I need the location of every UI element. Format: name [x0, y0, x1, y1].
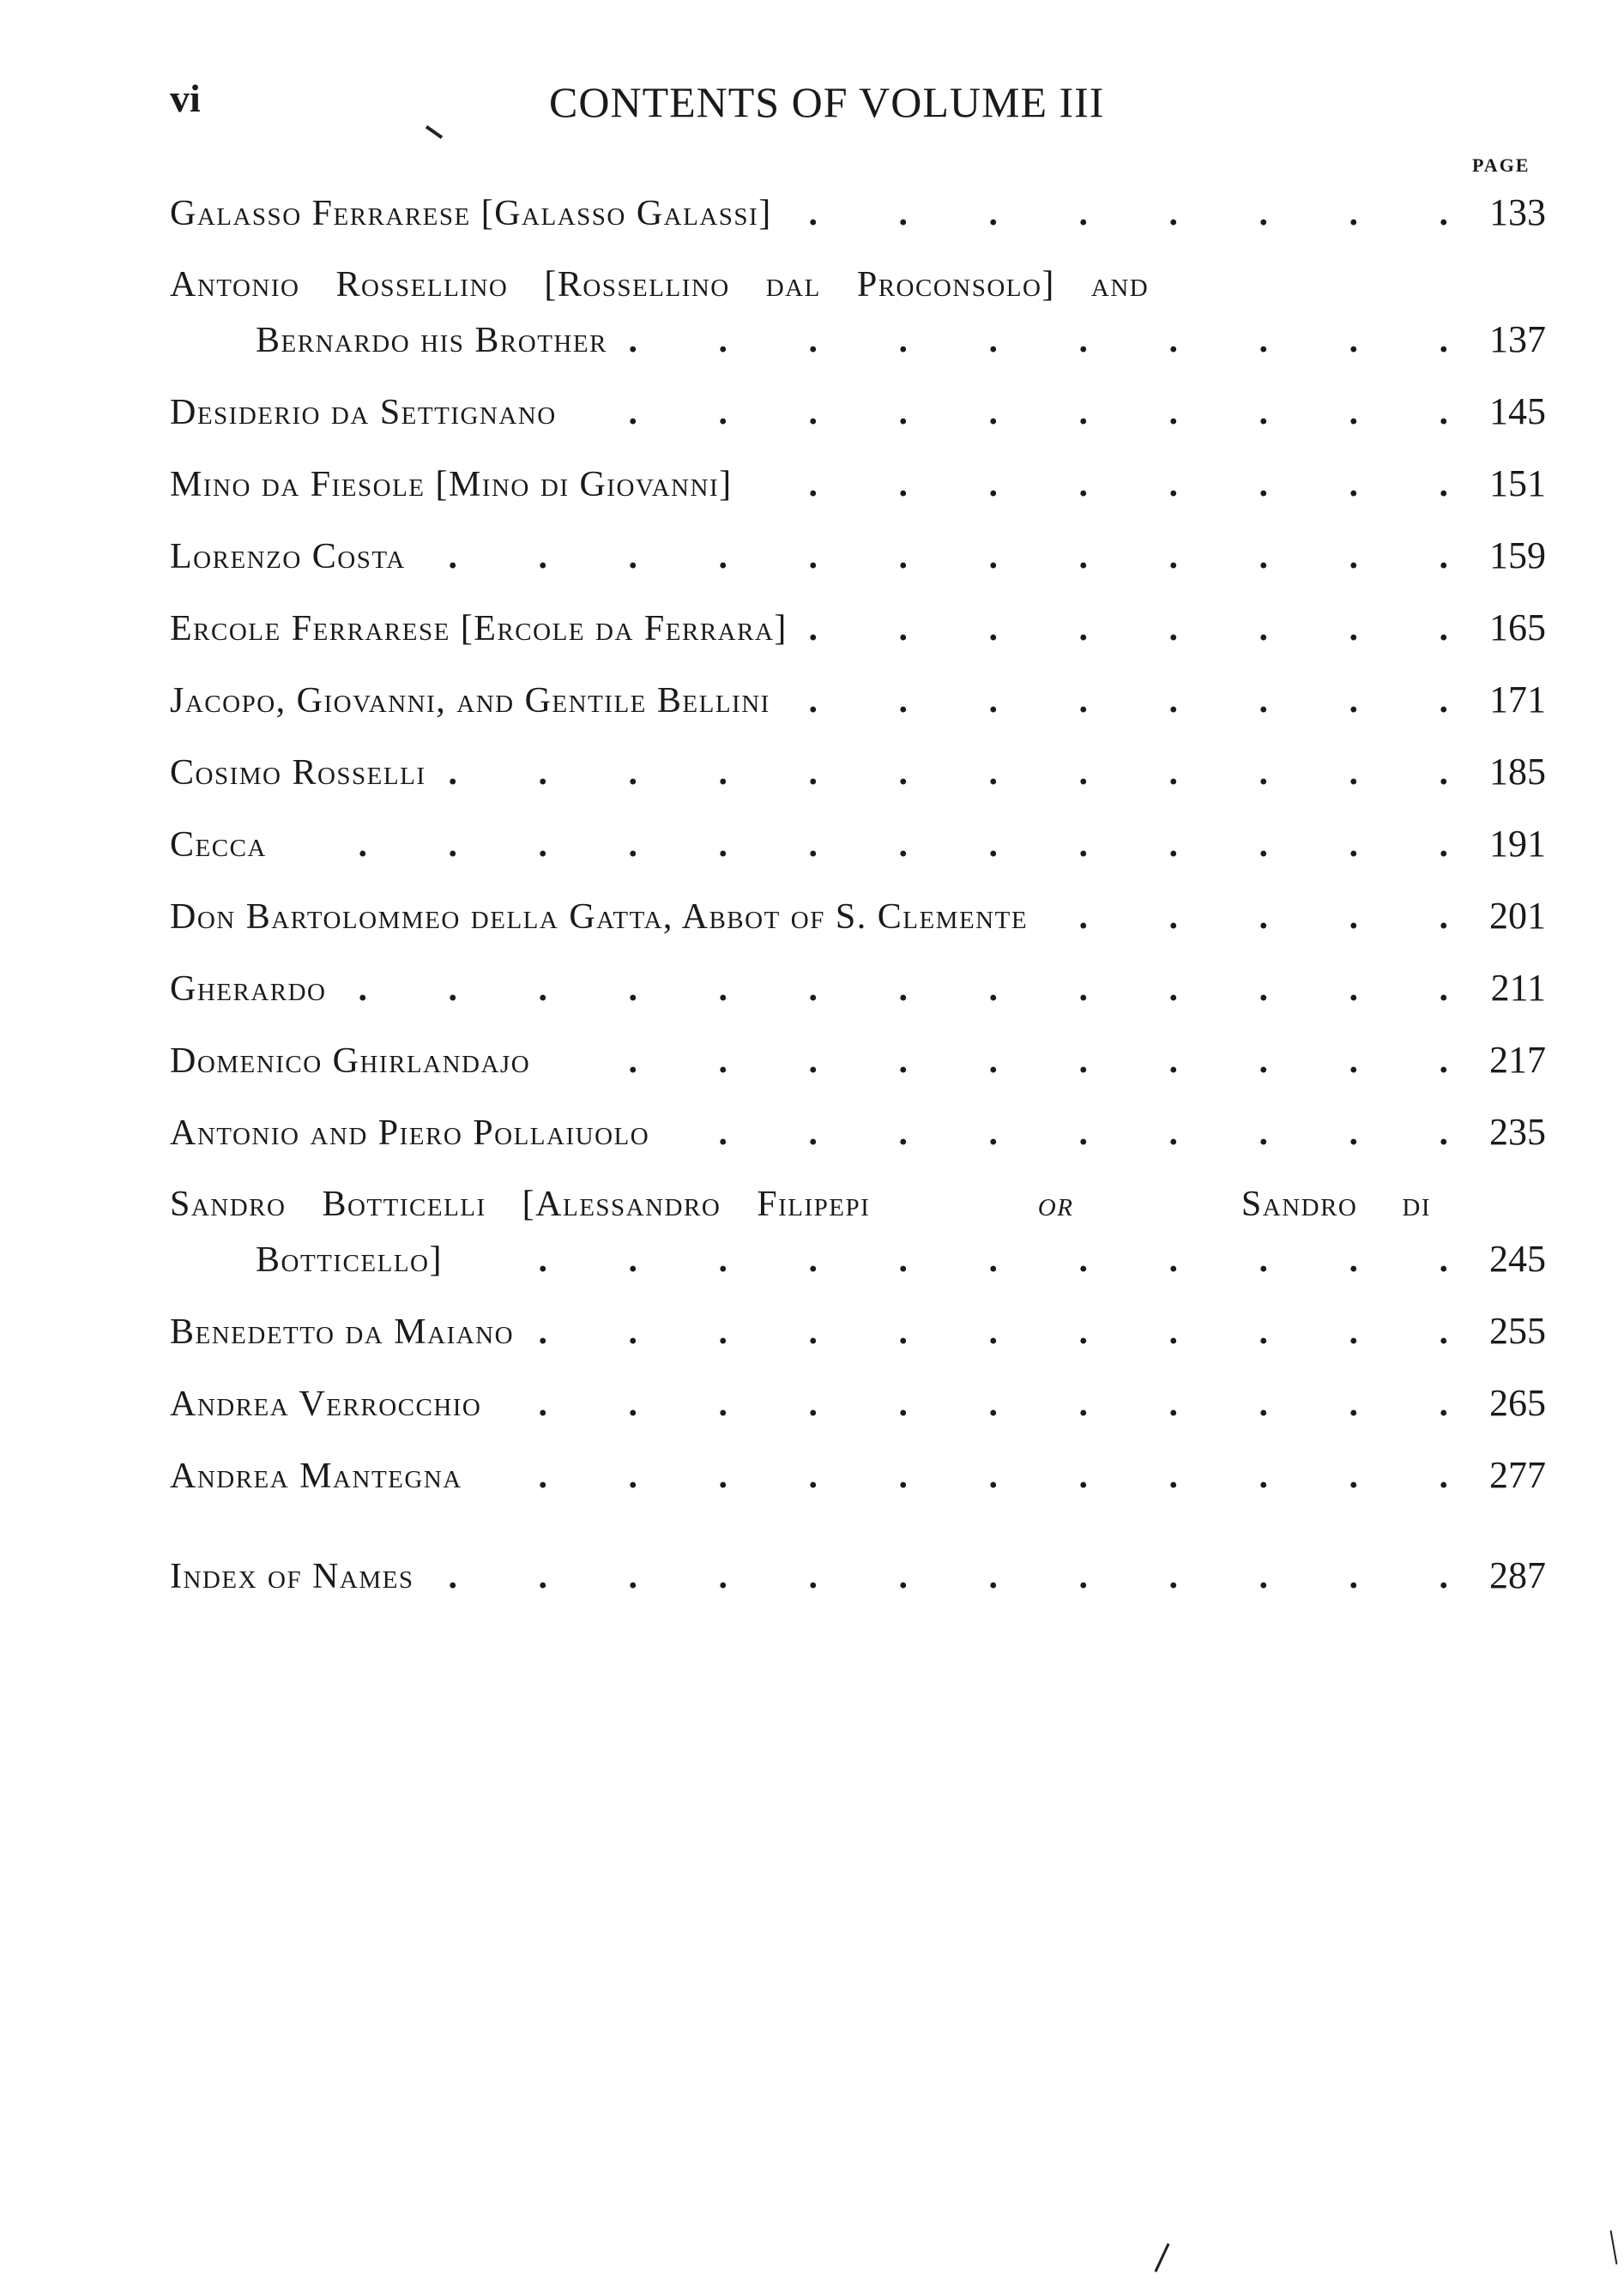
toc-entry[interactable] — [170, 1177, 1546, 1288]
dot-leader — [347, 962, 1448, 1016]
toc-entry-title: Ercole Ferrarese [Ercole da Ferrara] — [170, 609, 788, 648]
toc-entry-title: Mino da Fiesole [Mino di Giovanni] — [170, 465, 733, 504]
toc-entry-title: Andrea Verrocchio — [170, 1384, 482, 1424]
toc-entry-page: 211 — [1490, 967, 1546, 1009]
toc-entry[interactable] — [170, 1376, 1546, 1432]
dot-leader — [463, 1233, 1448, 1288]
toc-entry-page: 287 — [1489, 1554, 1546, 1596]
toc-entry-title: Jacopo, Giovanni, and Gentile Bellini — [170, 681, 770, 721]
dot-leader — [628, 313, 1448, 368]
toc-entry-title: Antonio and Piero Pollaiuolo — [170, 1113, 650, 1153]
toc-entry[interactable] — [170, 1105, 1546, 1161]
toc-entry-title-line1-end: Sandro di — [1241, 1185, 1431, 1224]
dot-leader — [551, 1034, 1448, 1089]
toc-entry-title: Lorenzo Costa — [170, 537, 406, 576]
toc-entry[interactable] — [170, 384, 1546, 440]
toc-entry-page: 201 — [1489, 895, 1546, 937]
dot-leader — [287, 817, 1448, 872]
toc-entry-title: Cosimo Rosselli — [170, 753, 426, 793]
toc-entry-page: 133 — [1489, 191, 1546, 233]
dot-leader — [808, 601, 1448, 656]
toc-entry-page: 235 — [1489, 1111, 1546, 1153]
toc-entry-title: Benedetto da Maiano — [170, 1312, 515, 1352]
toc-entry-page: 151 — [1489, 462, 1546, 504]
toc-entry-page: 265 — [1489, 1382, 1546, 1424]
toc-entry-title-line1: Antonio Rossellino [Rossellino dal Proconsolo] and — [170, 265, 1150, 305]
toc-entry[interactable] — [170, 456, 1546, 512]
dot-leader — [426, 529, 1448, 584]
toc-entry-title-line1: Sandro Botticelli [Alessandro Filipepi — [170, 1185, 871, 1224]
toc-entry-index[interactable] — [170, 1548, 1546, 1604]
dot-leader — [577, 385, 1448, 440]
toc-entry-page: 145 — [1489, 390, 1546, 432]
scan-mark — [1610, 2230, 1618, 2265]
toc-entry-title: Gherardo — [170, 969, 327, 1009]
toc-entry[interactable] — [170, 257, 1546, 368]
toc-entry-page: 165 — [1489, 606, 1546, 648]
toc-entry[interactable] — [170, 185, 1546, 241]
toc-entry-title: Desiderio da Settignano — [170, 393, 557, 432]
dot-leader — [1048, 890, 1448, 944]
toc-entry-title: Galasso Ferrarese [Galasso Galassi] — [170, 194, 772, 233]
toc-entry-title-or: or — [1037, 1185, 1074, 1224]
toc-entry-page: 277 — [1489, 1454, 1546, 1496]
dot-leader — [502, 1377, 1448, 1432]
page-column-label: PAGE — [1472, 154, 1530, 176]
toc-entry[interactable] — [170, 600, 1546, 656]
dot-leader — [791, 673, 1448, 728]
toc-entry-page: 171 — [1489, 679, 1546, 721]
toc-entry-title: Don Bartolommeo della Gatta, Abbot of S. Clemente — [170, 897, 1029, 937]
toc-entry[interactable] — [170, 1033, 1546, 1089]
toc-entry-page: 217 — [1489, 1039, 1546, 1081]
toc-entry-title: Cecca — [170, 825, 267, 865]
toc-entry-page: 185 — [1489, 751, 1546, 793]
toc-entry-title: Index of Names — [170, 1557, 414, 1596]
toc-entry-page: 255 — [1489, 1310, 1546, 1352]
toc-entry[interactable] — [170, 1304, 1546, 1360]
dot-leader — [534, 1305, 1448, 1360]
toc-entry[interactable] — [170, 528, 1546, 584]
scan-mark — [426, 125, 443, 139]
toc-entry-title: Andrea Mantegna — [170, 1457, 462, 1496]
page-number-roman: vi — [170, 76, 201, 120]
dot-leader — [753, 457, 1448, 512]
toc-entry-title-line2: Botticello] — [256, 1240, 443, 1280]
toc-entry[interactable] — [170, 961, 1546, 1016]
toc-entry[interactable] — [170, 745, 1546, 800]
scan-mark — [1155, 2243, 1170, 2272]
dot-leader — [435, 1549, 1448, 1604]
toc-entry[interactable] — [170, 889, 1546, 944]
toc-entry-page: 137 — [1489, 318, 1546, 360]
table-of-contents — [170, 185, 1546, 1620]
dot-leader — [793, 186, 1448, 241]
toc-entry-page: 245 — [1489, 1238, 1546, 1280]
toc-entry-page: 191 — [1489, 823, 1546, 865]
toc-entry[interactable] — [170, 1448, 1546, 1504]
dot-leader — [670, 1106, 1448, 1161]
running-head: CONTENTS OF VOLUME III — [549, 78, 1105, 126]
dot-leader — [446, 745, 1448, 800]
toc-entry[interactable] — [170, 673, 1546, 728]
toc-entry-title-line2: Bernardo his Brother — [256, 321, 607, 360]
toc-entry-title: Domenico Ghirlandajo — [170, 1041, 531, 1081]
toc-entry[interactable] — [170, 817, 1546, 872]
dot-leader — [483, 1449, 1448, 1504]
toc-entry-page: 159 — [1489, 534, 1546, 576]
